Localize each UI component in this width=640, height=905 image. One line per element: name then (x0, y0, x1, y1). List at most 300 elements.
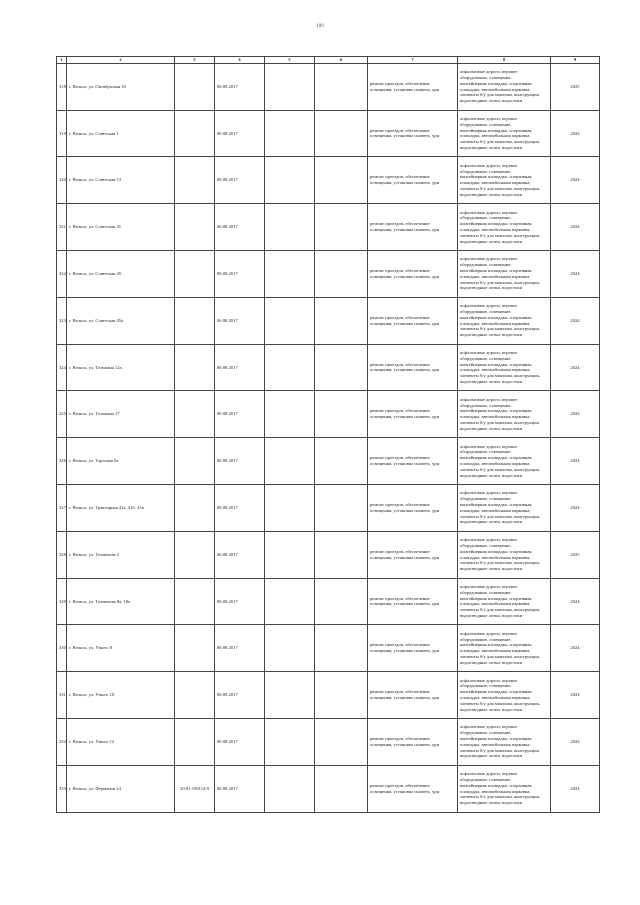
contents-line: асфальтовые дороги, игровое (460, 162, 518, 168)
contents-line: контейнерная площадка, спортивная (460, 689, 532, 695)
row-number: 324 (57, 344, 67, 391)
empty-cell-5 (265, 391, 315, 438)
works-line: ремонт проездов, обеспечение (370, 361, 430, 367)
row-number: 332 (57, 718, 67, 765)
table-row (57, 204, 600, 251)
contents-line: площадка, автомобильная парковка, (460, 648, 531, 654)
contents-line: контейнерная площадка, спортивная (460, 221, 532, 227)
contents-line: контейнерная площадка, спортивная (460, 314, 532, 320)
contents-line: оборудование, освещение, (460, 309, 512, 315)
empty-cell-5 (265, 765, 315, 812)
works-line: ремонт проездов, обеспечение (370, 268, 430, 274)
year-cell: 2025 (551, 63, 600, 110)
works-line: ремонт проездов, обеспечение (370, 689, 430, 695)
contents-line: асфальтовые дороги, игровое (460, 350, 518, 356)
year-cell: 2024 (551, 484, 600, 531)
contents-line: элементы б/у для монтажа, конструкция, (460, 232, 540, 238)
contents-line: контейнерная площадка, спортивная (460, 80, 532, 86)
works-line: освещения, установка скамеек, урн (370, 554, 440, 560)
cadastral-number-cell: 29:01:190114:9 (175, 765, 215, 812)
contents-line: оборудование, освещение, (460, 543, 512, 549)
table-row (57, 63, 600, 110)
table-row (57, 438, 600, 485)
contents-line: асфальтовые дороги, игровое (460, 537, 518, 543)
row-number: 330 (57, 625, 67, 672)
table-row (57, 578, 600, 625)
contents-line: водоотводные лотки, водостоки (460, 145, 523, 151)
works-line: ремонт проездов, обеспечение (370, 127, 430, 133)
works-line: освещения, установка скамеек, урн (370, 227, 440, 233)
contents-line: элементы б/у для монтажа, конструкция, (460, 700, 540, 706)
empty-cell-6 (315, 578, 368, 625)
date-cell: 06.08.2017 (215, 765, 265, 812)
empty-cell-6 (315, 672, 368, 719)
row-number: 327 (57, 484, 67, 531)
contents-line: водоотводные лотки, водостоки (460, 379, 523, 385)
works-cell (368, 718, 458, 765)
contents-line: оборудование, освещение, (460, 168, 512, 174)
contents-line: элементы б/у для монтажа, конструкция, (460, 560, 540, 566)
contents-line: площадка, автомобильная парковка, (460, 273, 531, 279)
empty-cell-6 (315, 484, 368, 531)
works-line: освещения, установка скамеек, урн (370, 367, 440, 373)
contents-line: водоотводные лотки, водостоки (460, 566, 523, 572)
contents-line: контейнерная площадка, спортивная (460, 782, 532, 788)
works-cell (368, 63, 458, 110)
date-cell: 06.08.2017 (215, 157, 265, 204)
date-cell: 06.08.2017 (215, 438, 265, 485)
works-line: освещения, установка скамеек, урн (370, 414, 440, 420)
works-line: освещения, установка скамеек, урн (370, 320, 440, 326)
contents-line: оборудование, освещение, (460, 636, 512, 642)
contents-cell (458, 391, 551, 438)
contents-line: оборудование, освещение, (460, 777, 512, 783)
table-row (57, 391, 600, 438)
year-cell: 2024 (551, 344, 600, 391)
cadastral-number-cell (175, 250, 215, 297)
contents-line: водоотводные лотки, водостоки (460, 753, 523, 759)
contents-line: контейнерная площадка, спортивная (460, 548, 532, 554)
row-number: 318 (57, 63, 67, 110)
works-line: ремонт проездов, обеспечение (370, 408, 430, 414)
year-cell: 2025 (551, 531, 600, 578)
contents-line: элементы б/у для монтажа, конструкция, (460, 607, 540, 613)
date-cell: 06.08.2017 (215, 531, 265, 578)
works-line: ремонт проездов, обеспечение (370, 221, 430, 227)
contents-line: площадка, автомобильная парковка, (460, 461, 531, 467)
contents-line: контейнерная площадка, спортивная (460, 361, 532, 367)
works-cell (368, 625, 458, 672)
contents-line: асфальтовые дороги, игровое (460, 303, 518, 309)
address-cell: г. Вельск, ул. Тельмана 12а (67, 344, 175, 391)
works-cell (368, 297, 458, 344)
address-cell: г. Вельск, ул. Толмачева 2 (67, 531, 175, 578)
works-line: освещения, установка скамеек, урн (370, 648, 440, 654)
contents-line: асфальтовые дороги, игровое (460, 116, 518, 122)
works-line: освещения, установка скамеек, урн (370, 180, 440, 186)
contents-line: асфальтовые дороги, игровое (460, 677, 518, 683)
contents-line: площадка, автомобильная парковка, (460, 788, 531, 794)
empty-cell-6 (315, 110, 368, 157)
cadastral-number-cell (175, 484, 215, 531)
row-number: 321 (57, 204, 67, 251)
contents-line: элементы б/у для монтажа, конструкция, (460, 794, 540, 800)
date-cell: 06.08.2017 (215, 625, 265, 672)
contents-line: контейнерная площадка, спортивная (460, 595, 532, 601)
year-cell: 2024 (551, 110, 600, 157)
contents-line: площадка, автомобильная парковка, (460, 133, 531, 139)
address-cell: г. Вельск, ул. Узкого 12 (67, 718, 175, 765)
contents-line: оборудование, освещение, (460, 589, 512, 595)
empty-cell-5 (265, 63, 315, 110)
contents-line: водоотводные лотки, водостоки (460, 472, 523, 478)
contents-line: водоотводные лотки, водостоки (460, 98, 523, 104)
contents-cell (458, 344, 551, 391)
header-cell: 3 (175, 57, 215, 64)
improvement-register-table (56, 56, 600, 813)
year-cell: 2024 (551, 204, 600, 251)
row-number: 328 (57, 531, 67, 578)
empty-cell-5 (265, 531, 315, 578)
row-number: 322 (57, 250, 67, 297)
works-line: ремонт проездов, обеспечение (370, 642, 430, 648)
date-cell: 06.08.2017 (215, 344, 265, 391)
works-cell (368, 344, 458, 391)
contents-cell (458, 672, 551, 719)
contents-line: элементы б/у для монтажа, конструкция, (460, 373, 540, 379)
works-line: ремонт проездов, обеспечение (370, 502, 430, 508)
empty-cell-6 (315, 250, 368, 297)
date-cell: 06.08.2017 (215, 718, 265, 765)
address-cell: г. Вельск, ул. Советская 1 (67, 110, 175, 157)
contents-cell (458, 765, 551, 812)
contents-line: площадка, автомобильная парковка, (460, 180, 531, 186)
contents-line: площадка, автомобильная парковка, (460, 741, 531, 747)
contents-line: контейнерная площадка, спортивная (460, 455, 532, 461)
contents-line: асфальтовые дороги, игровое (460, 209, 518, 215)
contents-line: площадка, автомобильная парковка, (460, 227, 531, 233)
table-row (57, 484, 600, 531)
contents-line: асфальтовые дороги, игровое (460, 490, 518, 496)
works-cell (368, 578, 458, 625)
cadastral-number-cell (175, 110, 215, 157)
empty-cell-6 (315, 391, 368, 438)
row-number: 329 (57, 578, 67, 625)
row-number: 325 (57, 391, 67, 438)
header-cell: 8 (458, 57, 551, 64)
table-row (57, 297, 600, 344)
contents-line: оборудование, освещение, (460, 262, 512, 268)
empty-cell-5 (265, 672, 315, 719)
date-cell: 06.08.2017 (215, 672, 265, 719)
works-line: ремонт проездов, обеспечение (370, 782, 430, 788)
contents-line: водоотводные лотки, водостоки (460, 285, 523, 291)
contents-cell (458, 204, 551, 251)
contents-line: элементы б/у для монтажа, конструкция, (460, 326, 540, 332)
works-line: освещения, установка скамеек, урн (370, 461, 440, 467)
empty-cell-5 (265, 250, 315, 297)
address-cell: г. Вельск, ул. Советская 13 (67, 157, 175, 204)
date-cell: 06.08.2017 (215, 578, 265, 625)
works-line: освещения, установка скамеек, урн (370, 273, 440, 279)
empty-cell-6 (315, 718, 368, 765)
contents-line: контейнерная площадка, спортивная (460, 268, 532, 274)
contents-cell (458, 297, 551, 344)
address-cell: г. Вельск, ул. Советская 31 (67, 204, 175, 251)
empty-cell-6 (315, 204, 368, 251)
empty-cell-6 (315, 157, 368, 204)
contents-line: элементы б/у для монтажа, конструкция, (460, 654, 540, 660)
contents-line: площадка, автомобильная парковка, (460, 320, 531, 326)
header-cell: 7 (368, 57, 458, 64)
contents-line: асфальтовые дороги, игровое (460, 771, 518, 777)
row-number: 320 (57, 157, 67, 204)
year-cell: 2024 (551, 672, 600, 719)
header-cell: 5 (265, 57, 315, 64)
contents-line: асфальтовые дороги, игровое (460, 724, 518, 730)
empty-cell-6 (315, 625, 368, 672)
contents-line: оборудование, освещение, (460, 683, 512, 689)
contents-cell (458, 157, 551, 204)
table-row (57, 344, 600, 391)
contents-line: элементы б/у для монтажа, конструкция, (460, 420, 540, 426)
cadastral-number-cell (175, 157, 215, 204)
empty-cell-5 (265, 625, 315, 672)
header-cell: 2 (67, 57, 175, 64)
table-row (57, 250, 600, 297)
works-cell (368, 484, 458, 531)
contents-line: водоотводные лотки, водостоки (460, 613, 523, 619)
cadastral-number-cell (175, 531, 215, 578)
year-cell: 2024 (551, 438, 600, 485)
contents-cell (458, 110, 551, 157)
contents-line: водоотводные лотки, водостоки (460, 519, 523, 525)
works-cell (368, 672, 458, 719)
contents-cell (458, 484, 551, 531)
works-line: освещения, установка скамеек, урн (370, 741, 440, 747)
contents-line: контейнерная площадка, спортивная (460, 502, 532, 508)
contents-line: элементы б/у для монтажа, конструкция, (460, 513, 540, 519)
contents-line: контейнерная площадка, спортивная (460, 127, 532, 133)
row-number: 331 (57, 672, 67, 719)
date-cell: 06.08.2017 (215, 250, 265, 297)
address-cell: г. Вельск, ул. Тельмана 17 (67, 391, 175, 438)
contents-line: асфальтовые дороги, игровое (460, 630, 518, 636)
contents-line: асфальтовые дороги, игровое (460, 396, 518, 402)
contents-line: площадка, автомобильная парковка, (460, 601, 531, 607)
cadastral-number-cell (175, 204, 215, 251)
works-line: ремонт проездов, обеспечение (370, 455, 430, 461)
empty-cell-6 (315, 297, 368, 344)
works-line: ремонт проездов, обеспечение (370, 548, 430, 554)
works-line: ремонт проездов, обеспечение (370, 80, 430, 86)
contents-line: оборудование, освещение, (460, 449, 512, 455)
year-cell: 2024 (551, 250, 600, 297)
contents-line: водоотводные лотки, водостоки (460, 659, 523, 665)
contents-cell (458, 63, 551, 110)
works-line: ремонт проездов, обеспечение (370, 595, 430, 601)
works-line: ремонт проездов, обеспечение (370, 314, 430, 320)
empty-cell-6 (315, 344, 368, 391)
empty-cell-5 (265, 438, 315, 485)
contents-line: площадка, автомобильная парковка, (460, 695, 531, 701)
contents-line: площадка, автомобильная парковка, (460, 414, 531, 420)
page-number: 109 (316, 24, 324, 29)
contents-line: элементы б/у для монтажа, конструкция, (460, 747, 540, 753)
contents-line: площадка, автомобильная парковка, (460, 367, 531, 373)
works-line: освещения, установка скамеек, урн (370, 788, 440, 794)
works-line: освещения, установка скамеек, урн (370, 601, 440, 607)
empty-cell-6 (315, 438, 368, 485)
empty-cell-5 (265, 344, 315, 391)
contents-cell (458, 531, 551, 578)
year-cell: 2024 (551, 157, 600, 204)
works-line: освещения, установка скамеек, урн (370, 695, 440, 701)
table-row (57, 531, 600, 578)
works-cell (368, 391, 458, 438)
contents-line: элементы б/у для монтажа, конструкция, (460, 186, 540, 192)
works-cell (368, 250, 458, 297)
works-cell (368, 110, 458, 157)
date-cell: 06.08.2017 (215, 204, 265, 251)
empty-cell-6 (315, 63, 368, 110)
contents-line: водоотводные лотки, водостоки (460, 191, 523, 197)
contents-line: оборудование, освещение, (460, 75, 512, 81)
contents-line: оборудование, освещение, (460, 730, 512, 736)
cadastral-number-cell (175, 672, 215, 719)
contents-line: водоотводные лотки, водостоки (460, 238, 523, 244)
works-cell (368, 765, 458, 812)
works-cell (368, 438, 458, 485)
contents-line: оборудование, освещение, (460, 215, 512, 221)
year-cell: 2024 (551, 391, 600, 438)
table-row (57, 157, 600, 204)
contents-line: асфальтовые дороги, игровое (460, 584, 518, 590)
cadastral-number-cell (175, 625, 215, 672)
date-cell: 06.08.2017 (215, 110, 265, 157)
address-cell: г. Вельск, ул. Советская 45а (67, 297, 175, 344)
header-cell: 4 (215, 57, 265, 64)
address-cell: г. Вельск, ул. Тракторная 41а, 41б, 41в (67, 484, 175, 531)
table-row (57, 672, 600, 719)
year-cell: 2024 (551, 625, 600, 672)
cadastral-number-cell (175, 438, 215, 485)
contents-line: площадка, автомобильная парковка, (460, 554, 531, 560)
contents-line: площадка, автомобильная парковка, (460, 507, 531, 513)
contents-line: площадка, автомобильная парковка, (460, 86, 531, 92)
works-line: освещения, установка скамеек, урн (370, 133, 440, 139)
empty-cell-6 (315, 531, 368, 578)
address-cell: г. Вельск, ул. Советская 45 (67, 250, 175, 297)
empty-cell-5 (265, 110, 315, 157)
contents-line: элементы б/у для монтажа, конструкция, (460, 92, 540, 98)
address-cell: г. Вельск, ул. Ферманов 24 (67, 765, 175, 812)
contents-cell (458, 250, 551, 297)
row-number: 319 (57, 110, 67, 157)
contents-cell (458, 438, 551, 485)
date-cell: 06.08.2017 (215, 484, 265, 531)
year-cell: 2024 (551, 578, 600, 625)
table-row (57, 110, 600, 157)
cadastral-number-cell (175, 63, 215, 110)
row-number: 333 (57, 765, 67, 812)
empty-cell-5 (265, 718, 315, 765)
empty-cell-6 (315, 765, 368, 812)
address-cell: г. Вельск, ул. Октябрьская 10 (67, 63, 175, 110)
date-cell: 06.08.2017 (215, 297, 265, 344)
row-number: 323 (57, 297, 67, 344)
contents-line: контейнерная площадка, спортивная (460, 174, 532, 180)
contents-line: асфальтовые дороги, игровое (460, 443, 518, 449)
works-cell (368, 157, 458, 204)
works-cell (368, 204, 458, 251)
date-cell: 06.08.2017 (215, 63, 265, 110)
address-cell: г. Вельск, ул. Узкого 10 (67, 672, 175, 719)
year-cell: 2024 (551, 297, 600, 344)
table-row (57, 765, 600, 812)
contents-line: элементы б/у для монтажа, конструкция, (460, 279, 540, 285)
contents-line: контейнерная площадка, спортивная (460, 642, 532, 648)
header-cell: 9 (551, 57, 600, 64)
contents-cell (458, 625, 551, 672)
contents-line: контейнерная площадка, спортивная (460, 736, 532, 742)
empty-cell-5 (265, 157, 315, 204)
contents-line: водоотводные лотки, водостоки (460, 425, 523, 431)
row-number: 326 (57, 438, 67, 485)
contents-line: асфальтовые дороги, игровое (460, 69, 518, 75)
cadastral-number-cell (175, 718, 215, 765)
address-cell: г. Вельск, ул. Узкого 8 (67, 625, 175, 672)
works-cell (368, 531, 458, 578)
contents-line: элементы б/у для монтажа, конструкция, (460, 466, 540, 472)
cadastral-number-cell (175, 297, 215, 344)
year-cell: 2024 (551, 718, 600, 765)
header-cell: 6 (315, 57, 368, 64)
contents-cell (458, 578, 551, 625)
empty-cell-5 (265, 484, 315, 531)
header-cell: 1 (57, 57, 67, 64)
cadastral-number-cell (175, 391, 215, 438)
works-line: освещения, установка скамеек, урн (370, 86, 440, 92)
table-row (57, 625, 600, 672)
address-cell: г. Вельск, ул. Толмачева 8а, 10а (67, 578, 175, 625)
empty-cell-5 (265, 297, 315, 344)
contents-line: оборудование, освещение, (460, 355, 512, 361)
contents-line: водоотводные лотки, водостоки (460, 800, 523, 806)
contents-line: элементы б/у для монтажа, конструкция, (460, 139, 540, 145)
cadastral-number-cell (175, 344, 215, 391)
contents-cell (458, 718, 551, 765)
works-line: ремонт проездов, обеспечение (370, 174, 430, 180)
contents-line: асфальтовые дороги, игровое (460, 256, 518, 262)
contents-line: оборудование, освещение, (460, 402, 512, 408)
cadastral-number-cell (175, 578, 215, 625)
contents-line: оборудование, освещение, (460, 496, 512, 502)
table-row (57, 718, 600, 765)
works-line: ремонт проездов, обеспечение (370, 736, 430, 742)
contents-line: оборудование, освещение, (460, 121, 512, 127)
header-row (57, 57, 600, 64)
works-line: освещения, установка скамеек, урн (370, 507, 440, 513)
empty-cell-5 (265, 578, 315, 625)
date-cell: 06.08.2017 (215, 391, 265, 438)
year-cell: 2024 (551, 765, 600, 812)
empty-cell-5 (265, 204, 315, 251)
contents-line: контейнерная площадка, спортивная (460, 408, 532, 414)
address-cell: г. Вельск, ул. Торговая 5а (67, 438, 175, 485)
contents-line: водоотводные лотки, водостоки (460, 706, 523, 712)
contents-line: водоотводные лотки, водостоки (460, 332, 523, 338)
